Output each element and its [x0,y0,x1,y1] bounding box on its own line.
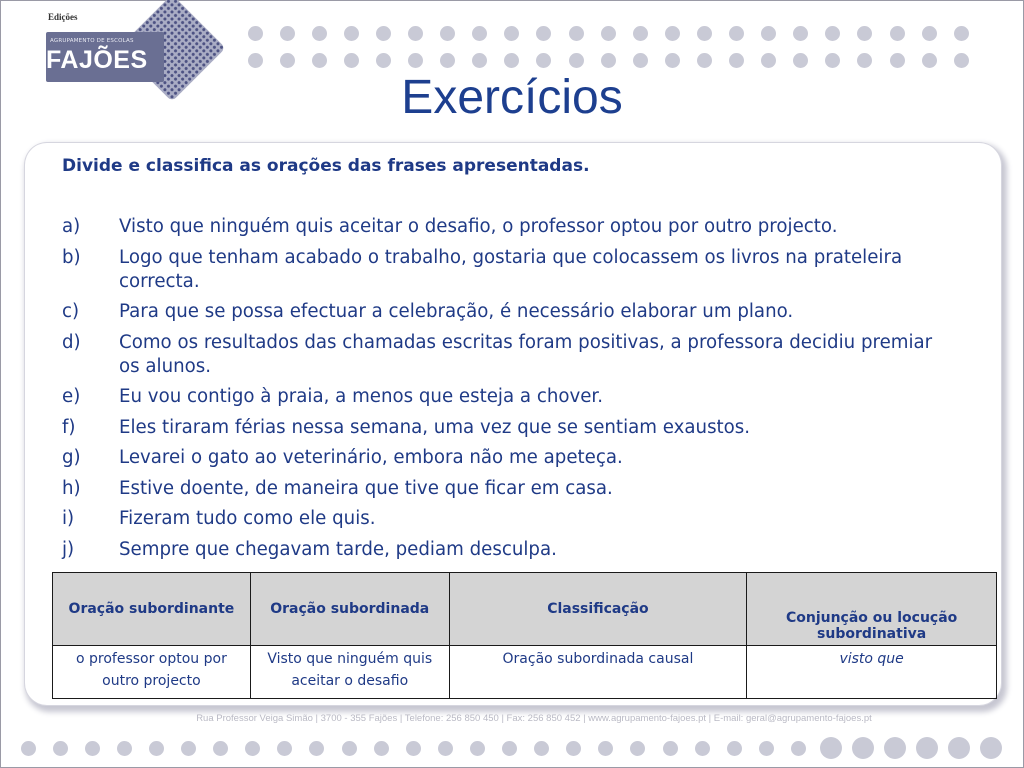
decorative-dot [344,26,359,41]
decorative-dot [820,737,842,759]
decorative-dot [922,53,937,68]
decorative-dot [857,53,872,68]
decorative-dot [729,26,744,41]
table-cell: o professor optou por outro projecto [53,646,251,699]
decorative-dot [280,53,295,68]
decorative-dot [890,53,905,68]
decorative-dot [601,53,616,68]
item-label: d) [62,331,81,353]
decorative-dot [85,741,100,756]
decorative-dot [857,26,872,41]
list-item [62,477,942,501]
item-text: Logo que tenham acabado o trabalho, gostaria que colocassem os livros na prateleira correcta. [119,246,903,292]
header-subordinante: Oração subordinante [53,573,251,646]
decorative-dot [440,26,455,41]
item-text: Eles tiraram férias nessa semana, uma vez que se sentiam exaustos. [119,416,751,438]
decorative-dot [248,26,263,41]
decorative-dot [440,53,455,68]
decorative-dot [117,741,132,756]
table-cell: Visto que ninguém quis aceitar o desafio [250,646,449,699]
decorative-dot [181,741,196,756]
list-item [62,331,942,379]
footer-contact: Rua Professor Veiga Simão | 3700 - 355 Fajões | Telefone: 256 850 450 | Fax: 256 850 452 | www.agrupamento-fajoes.pt | E-mail: geral@agrupamento-fajoes.pt [196,713,872,724]
decorative-dot [825,26,840,41]
decorative-dot [569,26,584,41]
decorative-dot [309,741,324,756]
decorative-dot [472,26,487,41]
decorative-dot [53,741,68,756]
decorative-dot [376,53,391,68]
item-text: Estive doente, de maneira que tive que ficar em casa. [119,477,613,499]
decorative-dot [21,741,36,756]
table-cell: visto que [747,646,997,699]
decorative-dot [406,741,421,756]
classification-table [52,572,997,699]
decorative-dot [884,737,906,759]
decorative-dot [149,741,164,756]
decorative-dot [569,53,584,68]
header-classificacao: Classificação [449,573,747,646]
decorative-dot [954,53,969,68]
decorative-dot [697,53,712,68]
decorative-dot [504,26,519,41]
decorative-dot [601,26,616,41]
decorative-dot [408,26,423,41]
decorative-dot [761,53,776,68]
item-text: Como os resultados das chamadas escritas foram positivas, a professora decidiu premiar os alunos. [119,331,933,377]
list-item [62,246,942,294]
decorative-dot [536,53,551,68]
item-label: a) [62,216,81,237]
list-item [62,507,942,531]
decorative-dot [213,741,228,756]
item-text: Sempre que chegavam tarde, pediam desculpa. [119,538,557,560]
decorative-dot [793,26,808,41]
decorative-dot [374,741,389,756]
header-subordinada: Oração subordinada [250,573,449,646]
decorative-dot [890,26,905,41]
decorative-dot [729,53,744,68]
decorative-dot [534,741,549,756]
decorative-dot [312,53,327,68]
page-title: Exercícios [401,71,623,124]
decorative-dot [980,737,1002,759]
list-item [62,538,942,562]
item-text: Eu vou contigo à praia, a menos que esteja a chover. [119,386,604,407]
decorative-dot [502,741,517,756]
decorative-dot [791,741,806,756]
logo-publisher: Edições [48,12,78,22]
decorative-dot [922,26,937,41]
item-label: g) [62,447,81,468]
decorative-dot [633,26,648,41]
decorative-dot [793,53,808,68]
decorative-dot [277,741,292,756]
decorative-dot [566,741,581,756]
decorative-dot [665,26,680,41]
list-item [62,385,942,409]
item-label: j) [62,538,75,560]
decorative-dot [727,741,742,756]
decorative-dot [342,741,357,756]
decorative-dot [948,737,970,759]
decorative-dot [663,741,678,756]
table-header-row [53,573,997,646]
item-label: f) [62,416,76,438]
decorative-dot [697,26,712,41]
decorative-dot [852,737,874,759]
item-text: Visto que ninguém quis aceitar o desafio, o professor optou por outro projecto. [119,216,838,237]
decorative-dot [665,53,680,68]
decorative-dot [598,741,613,756]
decorative-dot [916,737,938,759]
decorative-dot [536,26,551,41]
item-label: h) [62,477,81,499]
decorative-dot [312,26,327,41]
item-label: b) [62,246,81,268]
logo-school-small: AGRUPAMENTO DE ESCOLAS [50,38,134,44]
decorative-dot [472,53,487,68]
decorative-dot [438,741,453,756]
decorative-dot [761,26,776,41]
decorative-dot [344,53,359,68]
header-conjuncao: Conjunção ou locução subordinativa [747,573,997,646]
decorative-dot [954,26,969,41]
item-label: i) [62,508,75,529]
decorative-dot [695,741,710,756]
list-item [62,215,942,239]
decorative-dot [408,53,423,68]
decorative-dot [759,741,774,756]
decorative-dot [376,26,391,41]
decorative-dot [248,53,263,68]
list-item [62,300,942,324]
table-cell: Oração subordinada causal [449,646,747,699]
item-label: c) [62,301,80,322]
exercise-instruction: Divide e classifica as orações das frases apresentadas. [62,156,590,176]
decorative-dot [633,53,648,68]
item-label: e) [62,386,81,407]
item-text: Fizeram tudo como ele quis. [119,508,376,529]
decorative-dot [245,741,260,756]
decorative-dot [504,53,519,68]
item-text: Levarei o gato ao veterinário, embora não me apeteça. [119,447,623,468]
list-item [62,416,942,440]
logo-school-name: FAJÕES [46,46,148,74]
decorative-dot [280,26,295,41]
table-row [53,646,997,699]
decorative-dot [630,741,645,756]
decorative-dot [825,53,840,68]
decorative-dot [470,741,485,756]
item-text: Para que se possa efectuar a celebração, é necessário elaborar um plano. [119,301,794,322]
sentence-list [62,215,942,568]
list-item [62,446,942,470]
